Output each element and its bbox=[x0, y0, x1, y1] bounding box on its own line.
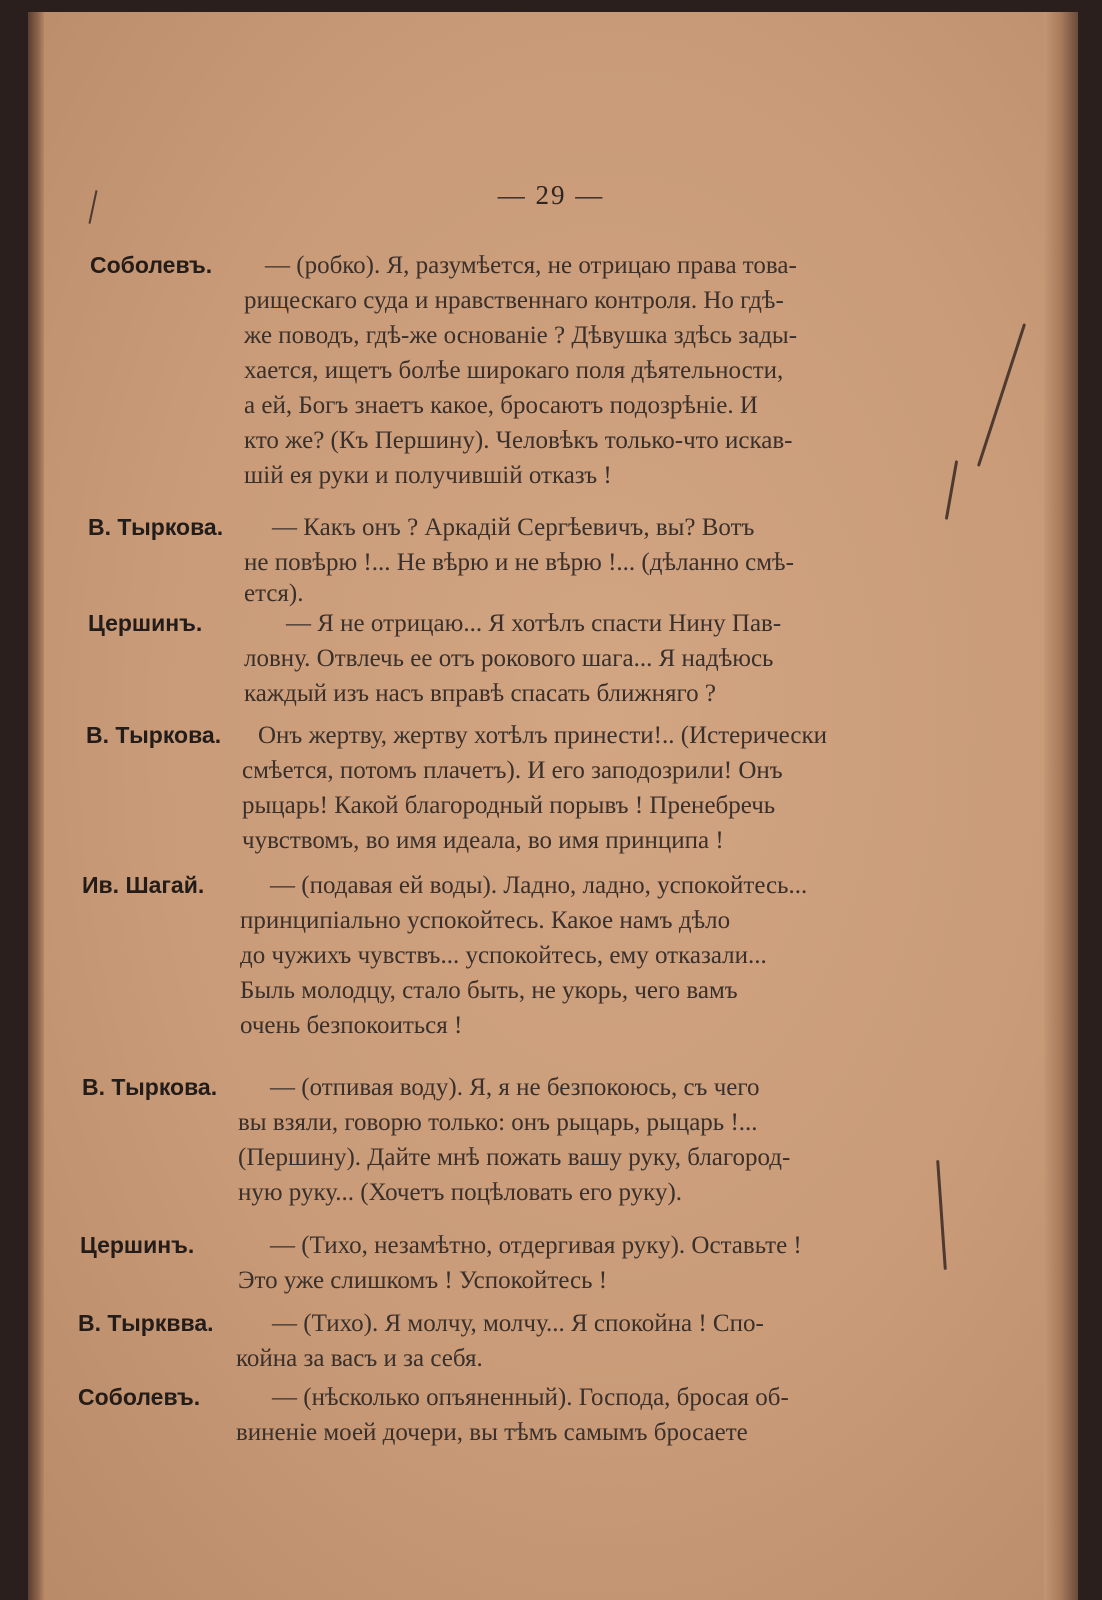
dialogue-line: рищескаго суда и нравственнаго контроля. Но гдѣ- bbox=[244, 287, 784, 314]
dialogue-line: — (нѣсколько опъяненный). Господа, бросая об- bbox=[272, 1384, 789, 1411]
speaker-name: В. Тырквва. bbox=[78, 1310, 214, 1336]
dialogue-line: койна за васъ и за себя. bbox=[236, 1345, 483, 1372]
speaker-name: Соболевъ. bbox=[90, 252, 213, 278]
dialogue-line: Онъ жертву, жертву хотѣлъ принести!.. (Истерически bbox=[258, 722, 828, 749]
dialogue-line: — (Тихо). Я молчу, молчу... Я спокойна ! Спо- bbox=[272, 1310, 764, 1337]
dialogue-line: принципіально успокойтесь. Какое намъ дѣло bbox=[240, 907, 731, 934]
speaker-name: В. Тыркова. bbox=[82, 1074, 218, 1100]
speaker-name: В. Тыркова. bbox=[88, 514, 224, 540]
dialogue-line: — (отпивая воду). Я, я не безпокоюсь, съ чего bbox=[270, 1074, 760, 1101]
top-dark-strip bbox=[0, 0, 1102, 12]
dialogue-line: до чужихъ чувствъ... успокойтесь, ему отказали... bbox=[240, 942, 767, 969]
dialogue-line: смѣется, потомъ плачетъ). И его заподозрили! Онъ bbox=[242, 757, 783, 784]
page-edge-shadow bbox=[1044, 12, 1078, 1600]
dialogue-line: каждый изъ насъ вправѣ спасать ближняго ? bbox=[244, 680, 717, 707]
dialogue-line: (Першину). Дайте мнѣ пожать вашу руку, благород- bbox=[238, 1144, 791, 1171]
dialogue-line: не повѣрю !... Не вѣрю и не вѣрю !... (дѣланно смѣ- bbox=[244, 549, 794, 576]
dialogue-line: вы взяли, говорю только: онъ рыцарь, рыцарь !... bbox=[238, 1109, 758, 1136]
speaker-name: В. Тыркова. bbox=[86, 722, 222, 748]
speaker-name: Цершинъ. bbox=[80, 1232, 195, 1258]
dialogue-line: кто же? (Къ Першину). Человѣкъ только-что искав- bbox=[244, 427, 793, 454]
dialogue-line: Быль молодцу, стало быть, не укорь, чего вамъ bbox=[240, 977, 738, 1004]
dialogue-line: — Я не отрицаю... Я хотѣлъ спасти Нину Пав- bbox=[286, 610, 782, 637]
dialogue-line: ется). bbox=[244, 580, 304, 607]
dialogue-line: же поводъ, гдѣ-же основаніе ? Дѣвушка здѣсь зады- bbox=[244, 322, 798, 349]
dialogue-line: ную руку... (Хочетъ поцѣловать его руку). bbox=[238, 1179, 683, 1206]
speaker-name: Ив. Шагай. bbox=[82, 872, 205, 898]
dialogue-line: чувствомъ, во имя идеала, во имя принципа ! bbox=[242, 827, 724, 854]
speaker-name: Цершинъ. bbox=[88, 610, 203, 636]
dialogue-line: — (подавая ей воды). Ладно, ладно, успокойтесь... bbox=[270, 872, 808, 899]
dialogue-line: хается, ищетъ болѣе широкаго поля дѣятельности, bbox=[244, 357, 784, 384]
dialogue-line: — (Тихо, незамѣтно, отдергивая руку). Оставьте ! bbox=[270, 1232, 802, 1259]
dialogue-line: шій ея руки и получившій отказъ ! bbox=[244, 462, 612, 489]
dialogue-line: Это уже слишкомъ ! Успокойтесь ! bbox=[238, 1267, 608, 1294]
page-binding-shadow bbox=[28, 12, 44, 1600]
dialogue-line: очень безпокоиться ! bbox=[240, 1012, 463, 1039]
page-number: — 29 — bbox=[497, 180, 605, 210]
dialogue-line: рыцарь! Какой благородный порывъ ! Пренебречь bbox=[242, 792, 776, 819]
dialogue-line: виненіе моей дочери, вы тѣмъ самымъ бросаете bbox=[236, 1419, 748, 1446]
speaker-name: Соболевъ. bbox=[78, 1384, 201, 1410]
dialogue-line: — Какъ онъ ? Аркадій Сергѣевичъ, вы? Вотъ bbox=[272, 514, 755, 541]
dialogue-line: а ей, Богъ знаетъ какое, бросаютъ подозрѣніе. И bbox=[244, 392, 758, 419]
dialogue-line: — (робко). Я, разумѣется, не отрицаю права това- bbox=[265, 252, 797, 279]
dialogue-line: ловну. Отвлечь ее отъ рокового шага... Я надѣюсь bbox=[244, 645, 774, 672]
